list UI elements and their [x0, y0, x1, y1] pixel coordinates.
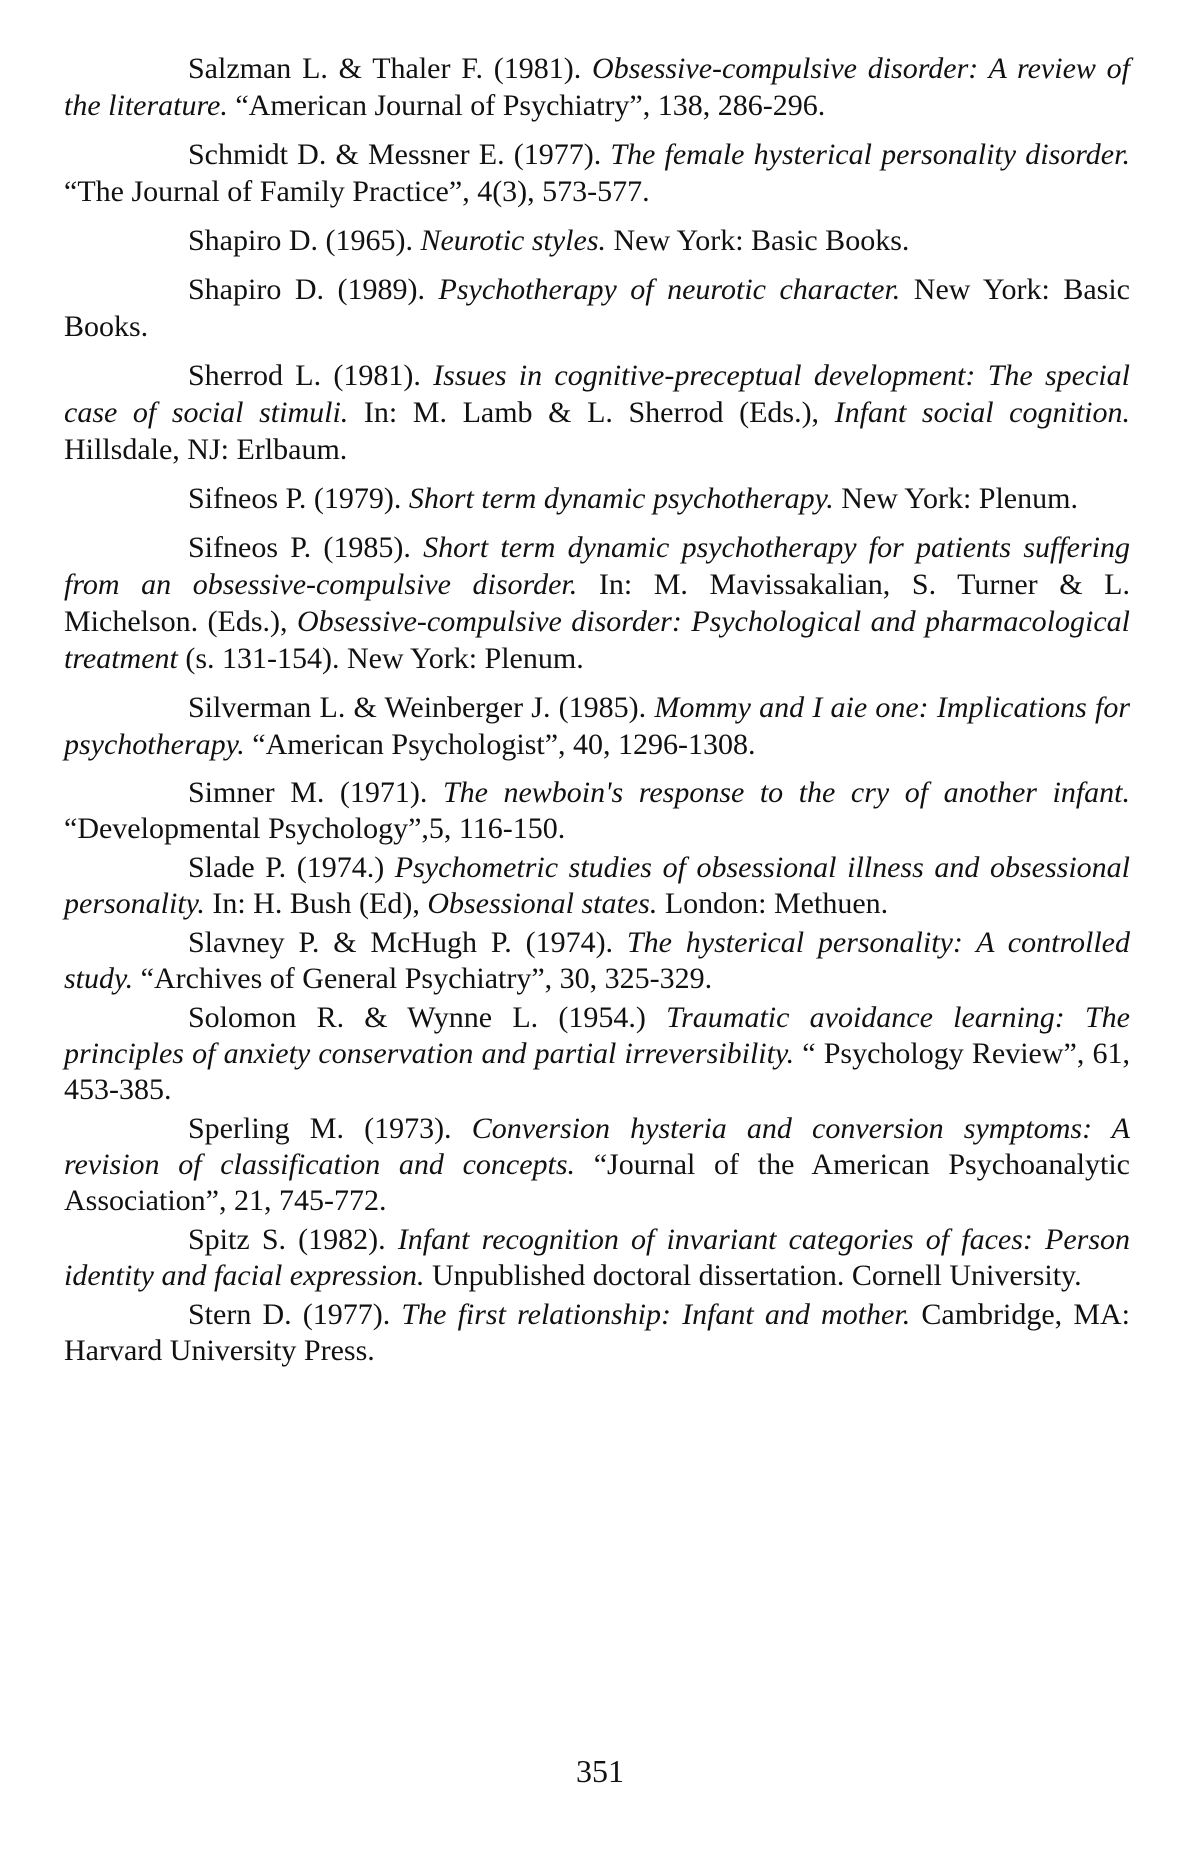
reference-entry: Shapiro D. (1965). Neurotic styles. New York: Basic Books. [64, 222, 1130, 259]
reference-entry: Slavney P. & McHugh P. (1974). The hysterical personality: A controlled study. “Archives of General Psychiatry”, 30, 325-329. [64, 925, 1130, 997]
reference-entry: Schmidt D. & Messner E. (1977). The female hysterical personality disorder. “The Journal of Family Practice”, 4(3), 573-577. [64, 136, 1130, 210]
reference-entry: Silverman L. & Weinberger J. (1985). Mommy and I aie one: Implications for psychotherapy. “American Psychologist”, 40, 1296-1308. [64, 689, 1130, 763]
book-page [0, 0, 1200, 1854]
reference-list [64, 50, 1130, 1372]
reference-entry: Sperling M. (1973). Conversion hysteria and conversion symptoms: A revision of classification and concepts. “Journal of the American Psychoanalytic Association”, 21, 745-772. [64, 1111, 1130, 1219]
reference-entry: Spitz S. (1982). Infant recognition of invariant categories of faces: Person identity and facial expression. Unpublished doctoral dissertation. Cornell University. [64, 1222, 1130, 1294]
reference-entry: Stern D. (1977). The first relationship: Infant and mother. Cambridge, MA: Harvard University Press. [64, 1297, 1130, 1369]
page-number: 351 [0, 1752, 1200, 1790]
reference-entry: Slade P. (1974.) Psychometric studies of obsessional illness and obsessional personality. In: H. Bush (Ed), Obsessional states. London: Methuen. [64, 850, 1130, 922]
reference-entry: Sifneos P. (1985). Short term dynamic psychotherapy for patients suffering from an obsessive-compulsive disorder. In: M. Mavissakalian, S. Turner & L. Michelson. (Eds.), Obsessive-compulsive disorder: Psychological and pharmacological treatment (s. 131-154). New York: Plenum. [64, 529, 1130, 677]
reference-entry: Sifneos P. (1979). Short term dynamic psychotherapy. New York: Plenum. [64, 480, 1130, 517]
reference-entry: Solomon R. & Wynne L. (1954.) Traumatic avoidance learning: The principles of anxiety conservation and partial irreversibility. “ Psychology Review”, 61, 453-385. [64, 1000, 1130, 1108]
reference-entry: Shapiro D. (1989). Psychotherapy of neurotic character. New York: Basic Books. [64, 271, 1130, 345]
reference-entry: Salzman L. & Thaler F. (1981). Obsessive-compulsive disorder: A review of the literature. “American Journal of Psychiatry”, 138, 286-296. [64, 50, 1130, 124]
reference-entry: Simner M. (1971). The newboin's response to the cry of another infant. “Developmental Psychology”,5, 116-150. [64, 775, 1130, 847]
reference-entry: Sherrod L. (1981). Issues in cognitive-preceptual development: The special case of social stimuli. In: M. Lamb & L. Sherrod (Eds.), Infant social cognition. Hillsdale, NJ: Erlbaum. [64, 357, 1130, 468]
